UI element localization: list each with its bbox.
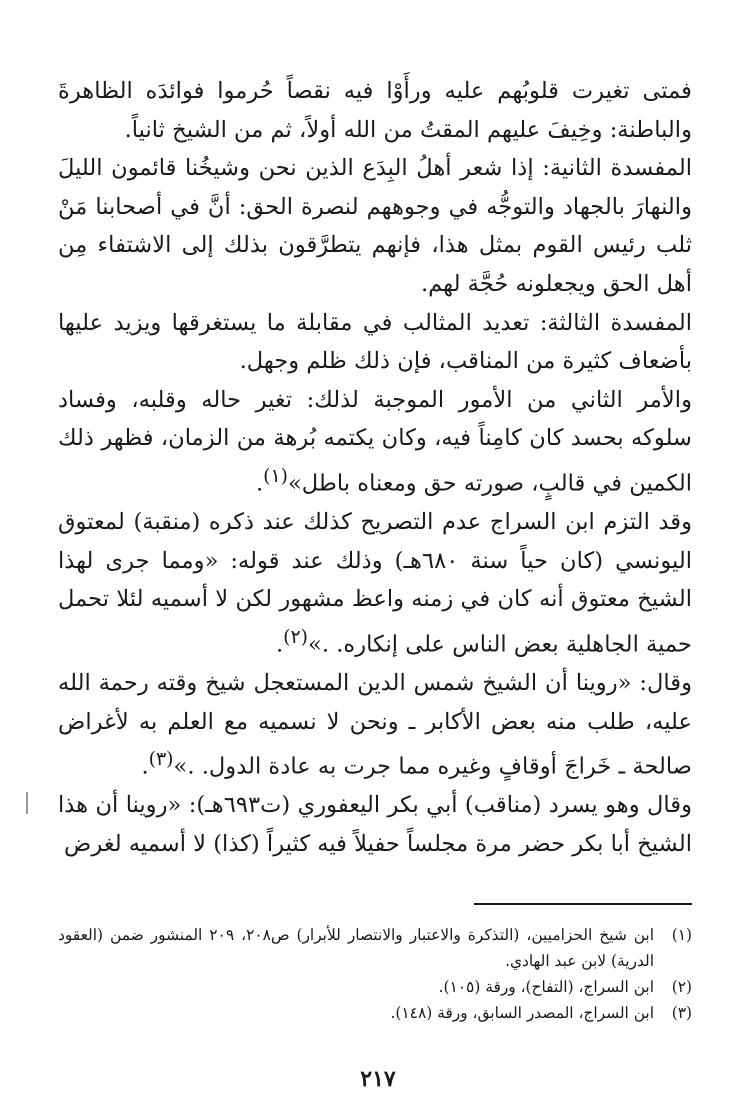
footnote-3 (58, 1000, 692, 1026)
paragraph-3: المفسدة الثالثة: تعديد المثالب في مقابلة ما يستغرقها ويزيد عليها بأضعاف كثيرة من المناقب، فإن ذلك ظلم وجهل. (58, 309, 692, 375)
main-text (58, 72, 692, 863)
footnote-separator (474, 903, 692, 905)
margin-mark (26, 792, 28, 814)
footnote-1 (58, 922, 692, 974)
footnote-ref-2: (٢) (283, 626, 309, 648)
footnote-number: (١) (671, 926, 692, 944)
footnote-number: (٢) (671, 978, 692, 996)
footnote-text: ابن السراج، المصدر السابق، ورقة (١٤٨). (390, 1004, 654, 1022)
paragraph-6-text: وقال: «روينا أن الشيخ شمس الدين المستعجل شيخ وقته رحمة الله عليه، طلب منه بعض الأكابر ـ ونحن لا نسميه مع العلم به لأغراض صالحة ـ خَراجَ أوقافٍ وغيره مما جرت به عادة الدول. .» (58, 669, 692, 780)
paragraph-7: وقال وهو يسرد (مناقب) أبي بكر اليعفوري (ت٦٩٣هـ): «روينا أن هذا الشيخ أبا بكر حضر مرة مجلساً حفيلاً فيه كثيراً (كذا) لا أسميه لغرض (58, 792, 692, 857)
paragraph-6: وقال: «روينا أن الشيخ شمس الدين المستعجل شيخ وقته رحمة الله عليه، طلب منه بعض الأكابر ـ ونحن لا نسميه مع العلم به لأغراض صالحة ـ خَراجَ أوقافٍ وغيره مما جرت به عادة الدول. .»$^{(٣)}$. (58, 669, 692, 780)
paragraph-4-text: والأمر الثاني من الأمور الموجبة لذلك: تغير حاله وقلبه، وفساد سلوكه بحسد كان كامِناً فيه، وكان يكتمه بُرهة من الزمان، فظهر ذلك الكمين في قالبٍ، صورته حق ومعناه باطل» (58, 386, 692, 497)
paragraph-4: والأمر الثاني من الأمور الموجبة لذلك: تغير حاله وقلبه، وفساد سلوكه بحسد كان كامِناً فيه، وكان يكتمه بُرهة من الزمان، فظهر ذلك الكمين في قالبٍ، صورته حق ومعناه باطل»$^{(١)}$. (58, 386, 692, 497)
paragraph-5: وقد التزم ابن السراج عدم التصريح كذلك عند ذكره (منقبة) لمعتوق اليونسي (كان حياً سنة ٦٨٠هـ) وذلك عند قوله: «ومما جرى لهذا الشيخ معتوق أنه كان في زمنه واعظ مشهور لكن لا أسميه لئلا تحمل حمية الجاهلية بعض الناس على إنكاره. .»$^{(٢)}$. (58, 509, 692, 658)
paragraph-5-text: وقد التزم ابن السراج عدم التصريح كذلك عند ذكره (منقبة) لمعتوق اليونسي (كان حياً سنة ٦٨٠هـ) وذلك عند قوله: «ومما جرى لهذا الشيخ معتوق أنه كان في زمنه واعظ مشهور لكن لا أسميه لئلا تحمل حمية الجاهلية بعض الناس على إنكاره. .» (58, 509, 692, 658)
footnote-text: ابن شيخ الحزاميين، (التذكرة والاعتبار والانتصار للأبرار) ص٢٠٨، ٢٠٩ المنشور ضمن (العقود الدرية) لابن عبد الهادي. (58, 926, 654, 970)
footnotes (58, 922, 692, 1026)
footnote-ref-3: (٣) (148, 749, 174, 771)
footnote-number: (٣) (671, 1004, 692, 1022)
page-number: ٢١٧ (360, 1066, 396, 1092)
paragraph-2: المفسدة الثانية: إذا شعر أهلُ البِدَع الذين نحن وشيخُنا قائمون الليلَ والنهارَ بالجهاد والتوجُّه في وجوههم لنصرة الحق: أنَّ في أصحابنا مَنْ ثلب رئيس القوم بمثل هذا، فإنهم يتطرَّقون بذلك إلى الاشتفاء مِن أهل الحق ويجعلونه حُجَّة لهم. (58, 155, 692, 297)
footnote-ref-1: (١) (263, 465, 288, 487)
paragraph-1: فمتى تغيرت قلوبُهم عليه ورأَوْا فيه نقصاً حُرموا فوائدَه الظاهرةَ والباطنة: وخِيفَ عليهم المقتُ من الله أولاً، ثم من الشيخ ثانياً. (58, 78, 692, 143)
footnote-2 (58, 974, 692, 1000)
footnote-text: ابن السراج، (التفاح)، ورقة (١٠٥). (438, 978, 654, 996)
